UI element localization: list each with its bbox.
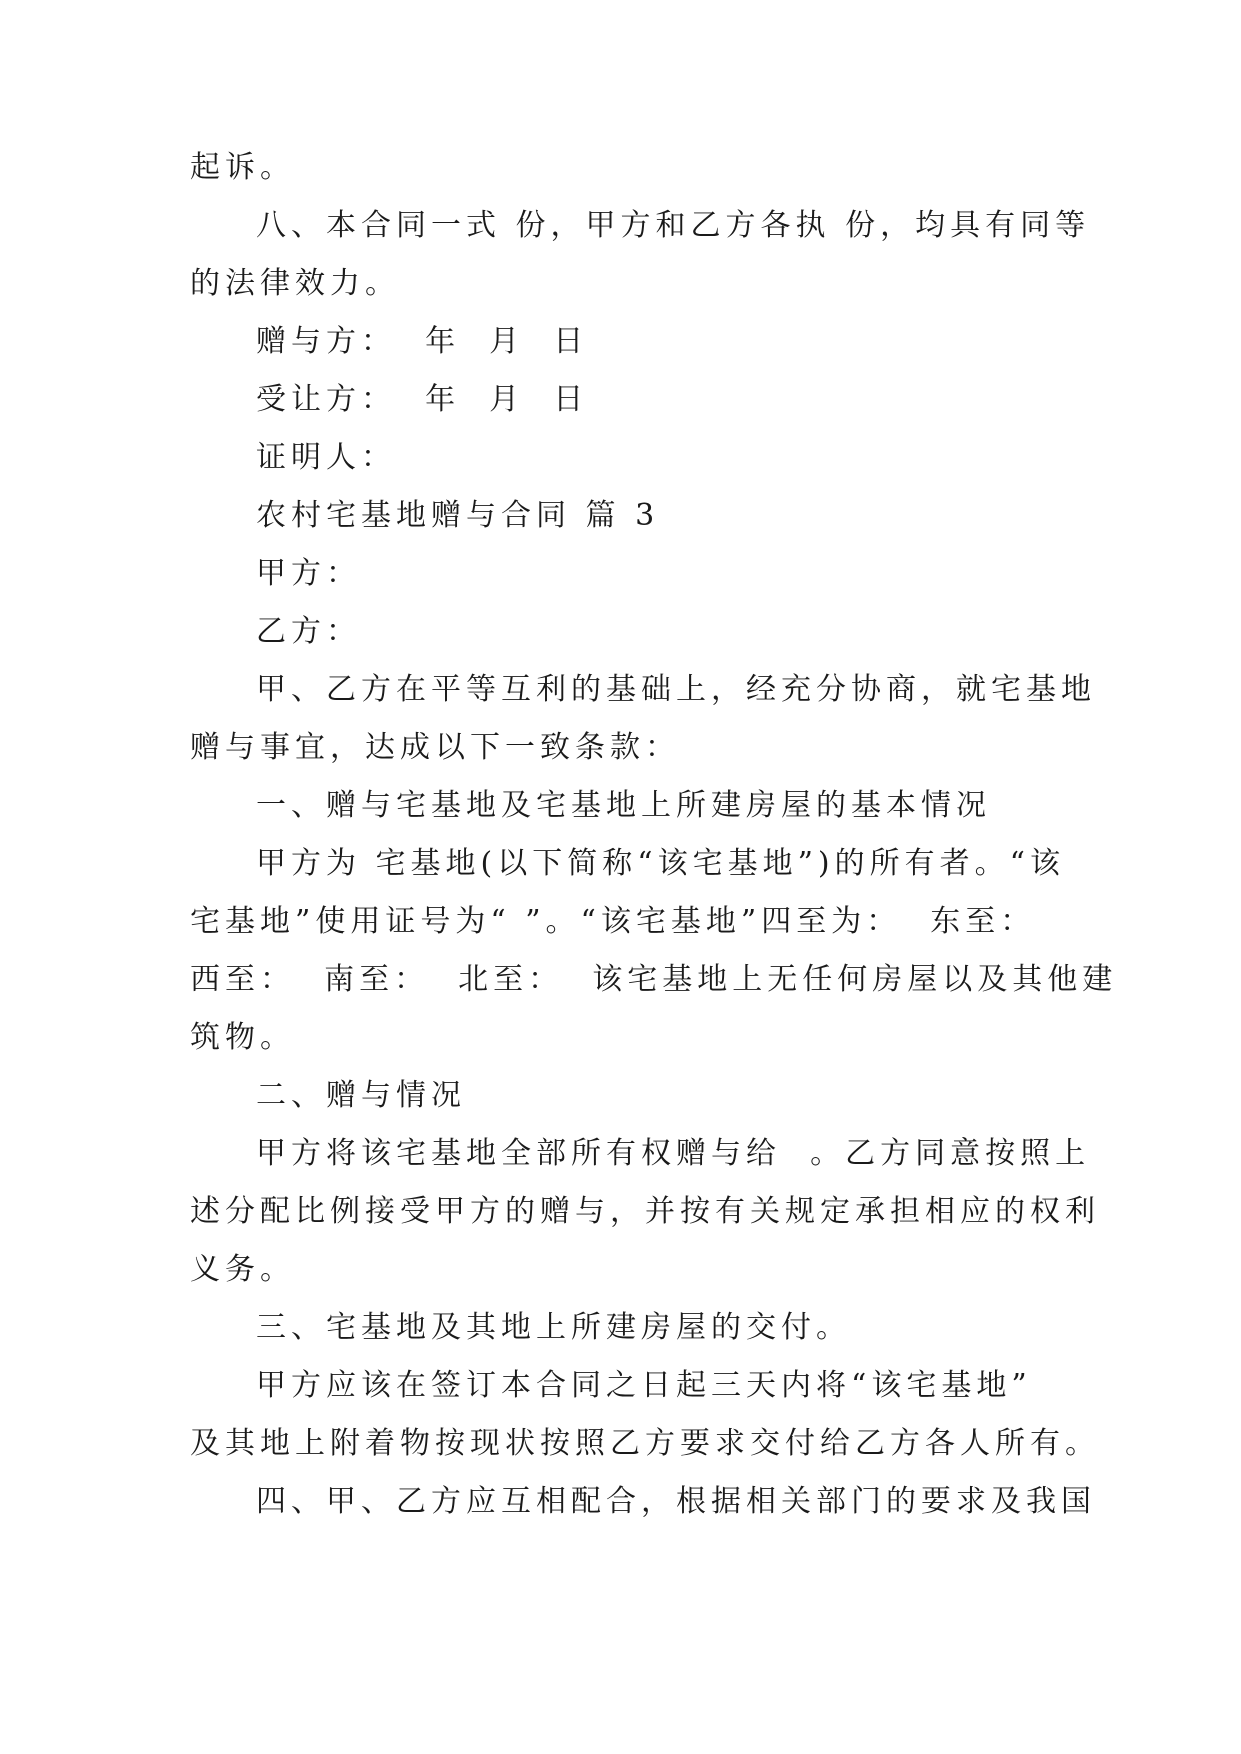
text-line: 证明人：: [256, 440, 396, 475]
text-line: 赠与方： 年 月 日: [256, 324, 589, 359]
text-line: 八、本合同一式 份，甲方和乙方各执 份，均具有同等: [256, 208, 1091, 243]
text-line: 四、甲、乙方应互相配合，根据相关部门的要求及我国: [256, 1484, 1096, 1519]
text-line: 受让方： 年 月 日: [256, 382, 589, 417]
text-line: 甲方为 宅基地(以下简称“该宅基地”)的所有者。“该: [256, 846, 1065, 881]
text-line: 述分配比例接受甲方的赠与，并按有关规定承担相应的权利: [190, 1194, 1100, 1229]
text-line: 赠与事宜，达成以下一致条款：: [190, 730, 680, 765]
text-line: 甲、乙方在平等互利的基础上，经充分协商，就宅基地: [256, 672, 1096, 707]
clause-heading: 三、宅基地及其地上所建房屋的交付。: [256, 1310, 851, 1345]
text-line: 宅基地”使用证号为“ ”。“该宅基地”四至为： 东至：: [190, 904, 1036, 939]
text-line: 西至： 南至： 北至： 该宅基地上无任何房屋以及其他建: [190, 962, 1118, 997]
clause-heading: 一、赠与宅基地及宅基地上所建房屋的基本情况: [256, 788, 991, 823]
text-line: 筑物。: [190, 1020, 295, 1055]
clause-heading: 二、赠与情况: [256, 1078, 466, 1113]
text-line: 及其地上附着物按现状按照乙方要求交付给乙方各人所有。: [190, 1426, 1100, 1461]
section-heading: 农村宅基地赠与合同 篇 3: [256, 498, 660, 533]
text-line: 甲方将该宅基地全部所有权赠与给 。乙方同意按照上: [256, 1136, 1091, 1171]
text-line: 起诉。: [190, 150, 295, 185]
text-line: 乙方：: [256, 614, 361, 649]
text-line: 甲方应该在签订本合同之日起三天内将“该宅基地”: [256, 1368, 1032, 1403]
text-line: 的法律效力。: [190, 266, 400, 301]
text-line: 义务。: [190, 1252, 295, 1287]
text-line: 甲方：: [256, 556, 361, 591]
